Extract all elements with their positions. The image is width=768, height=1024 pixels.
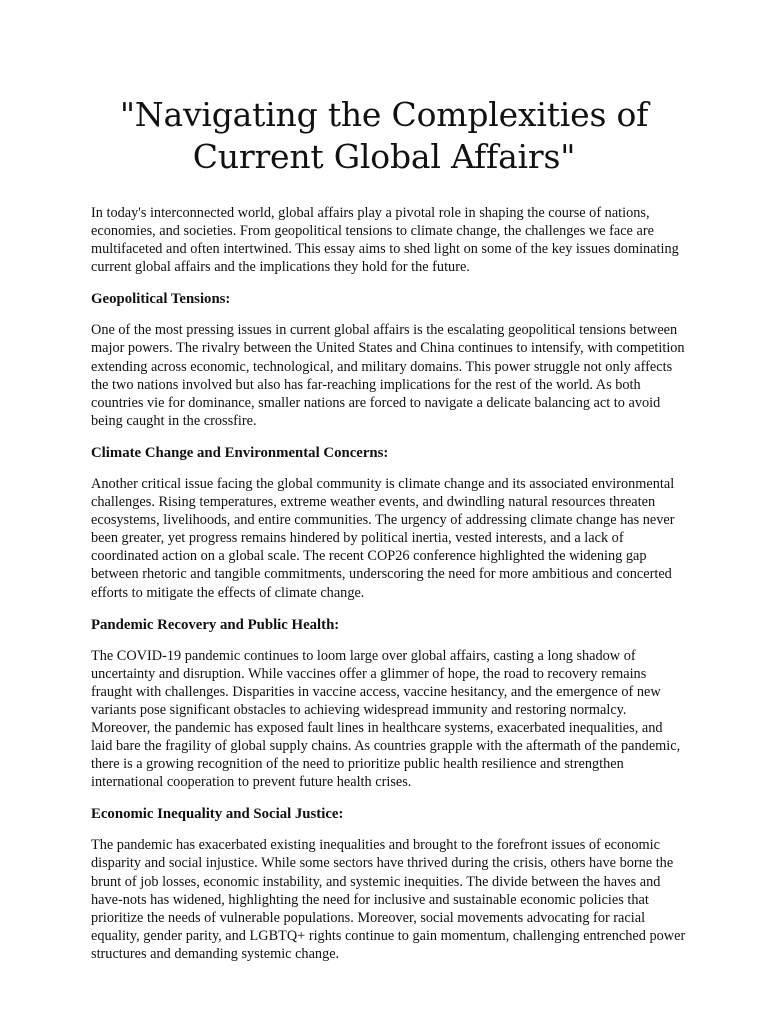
section-paragraph-geopolitical: One of the most pressing issues in current global affairs is the escalating geopolitical tensions between major powers. The rivalry between the United States and China continues to intensify, with competition extending across economic, technological, and military domains. This power struggle not only affects the two nations involved but also has far-reaching implications for the rest of the world. As both countries vie for dominance, smaller nations are forced to navigate a delicate balancing act to avoid being caught in the crossfire. — [91, 322, 685, 429]
section-paragraph-climate: Another critical issue facing the global community is climate change and its associated environmental challenges. Rising temperatures, extreme weather events, and dwindling natural resources threaten ecosystems, livelihoods, and entire communities. The urgency of addressing climate change has never been greater, yet progress remains hindered by political inertia, vested interests, and a lack of coordinated action on a global scale. The recent COP26 conference highlighted the widening gap between rhetoric and tangible commitments, underscoring the need for more ambitious and concerted efforts to mitigate the effects of climate change. — [91, 475, 675, 601]
page-title: "Navigating the Complexities of Current Global Affairs" — [119, 95, 649, 176]
section-heading-geopolitical: Geopolitical Tensions: — [91, 291, 231, 308]
document-body — [91, 204, 686, 977]
section-heading-climate: Climate Change and Environmental Concerns: — [91, 444, 389, 461]
section-heading-economic: Economic Inequality and Social Justice: — [91, 806, 344, 823]
intro-paragraph: In today's interconnected world, global affairs play a pivotal role in shaping the course of nations, economies, and societies. From geopolitical tensions to climate change, the challenges we face are multifaceted and often intertwined. This essay aims to shed light on some of the key issues dominating current global affairs and the implications they hold for the future. — [91, 205, 679, 276]
section-paragraph-pandemic: The COVID-19 pandemic continues to loom large over global affairs, casting a long shadow of uncertainty and disruption. While vaccines offer a glimmer of hope, the road to recovery remains fraught with challenges. Disparities in vaccine access, vaccine hesitancy, and the emergence of new variants pose significant obstacles to achieving widespread immunity and restoring normalcy. Moreover, the pandemic has exposed fault lines in healthcare systems, exacerbated inequalities, and laid bare the fragility of global supply chains. As countries grapple with the aftermath of the pandemic, there is a growing recognition of the need to prioritize public health resilience and strengthen international cooperation to prevent future health crises. — [91, 647, 681, 791]
section-heading-pandemic: Pandemic Recovery and Public Health: — [91, 616, 340, 633]
section-paragraph-economic: The pandemic has exacerbated existing inequalities and brought to the forefront issues of economic disparity and social injustice. While some sectors have thrived during the crisis, others have borne the brunt of job losses, economic instability, and systemic inequities. The divide between the haves and have-nots has widened, highlighting the need for inclusive and sustainable economic policies that prioritize the needs of vulnerable populations. Moreover, social movements advocating for racial equality, gender parity, and LGBTQ+ rights continue to gain momentum, challenging entrenched power structures and demanding systemic change. — [91, 837, 686, 962]
